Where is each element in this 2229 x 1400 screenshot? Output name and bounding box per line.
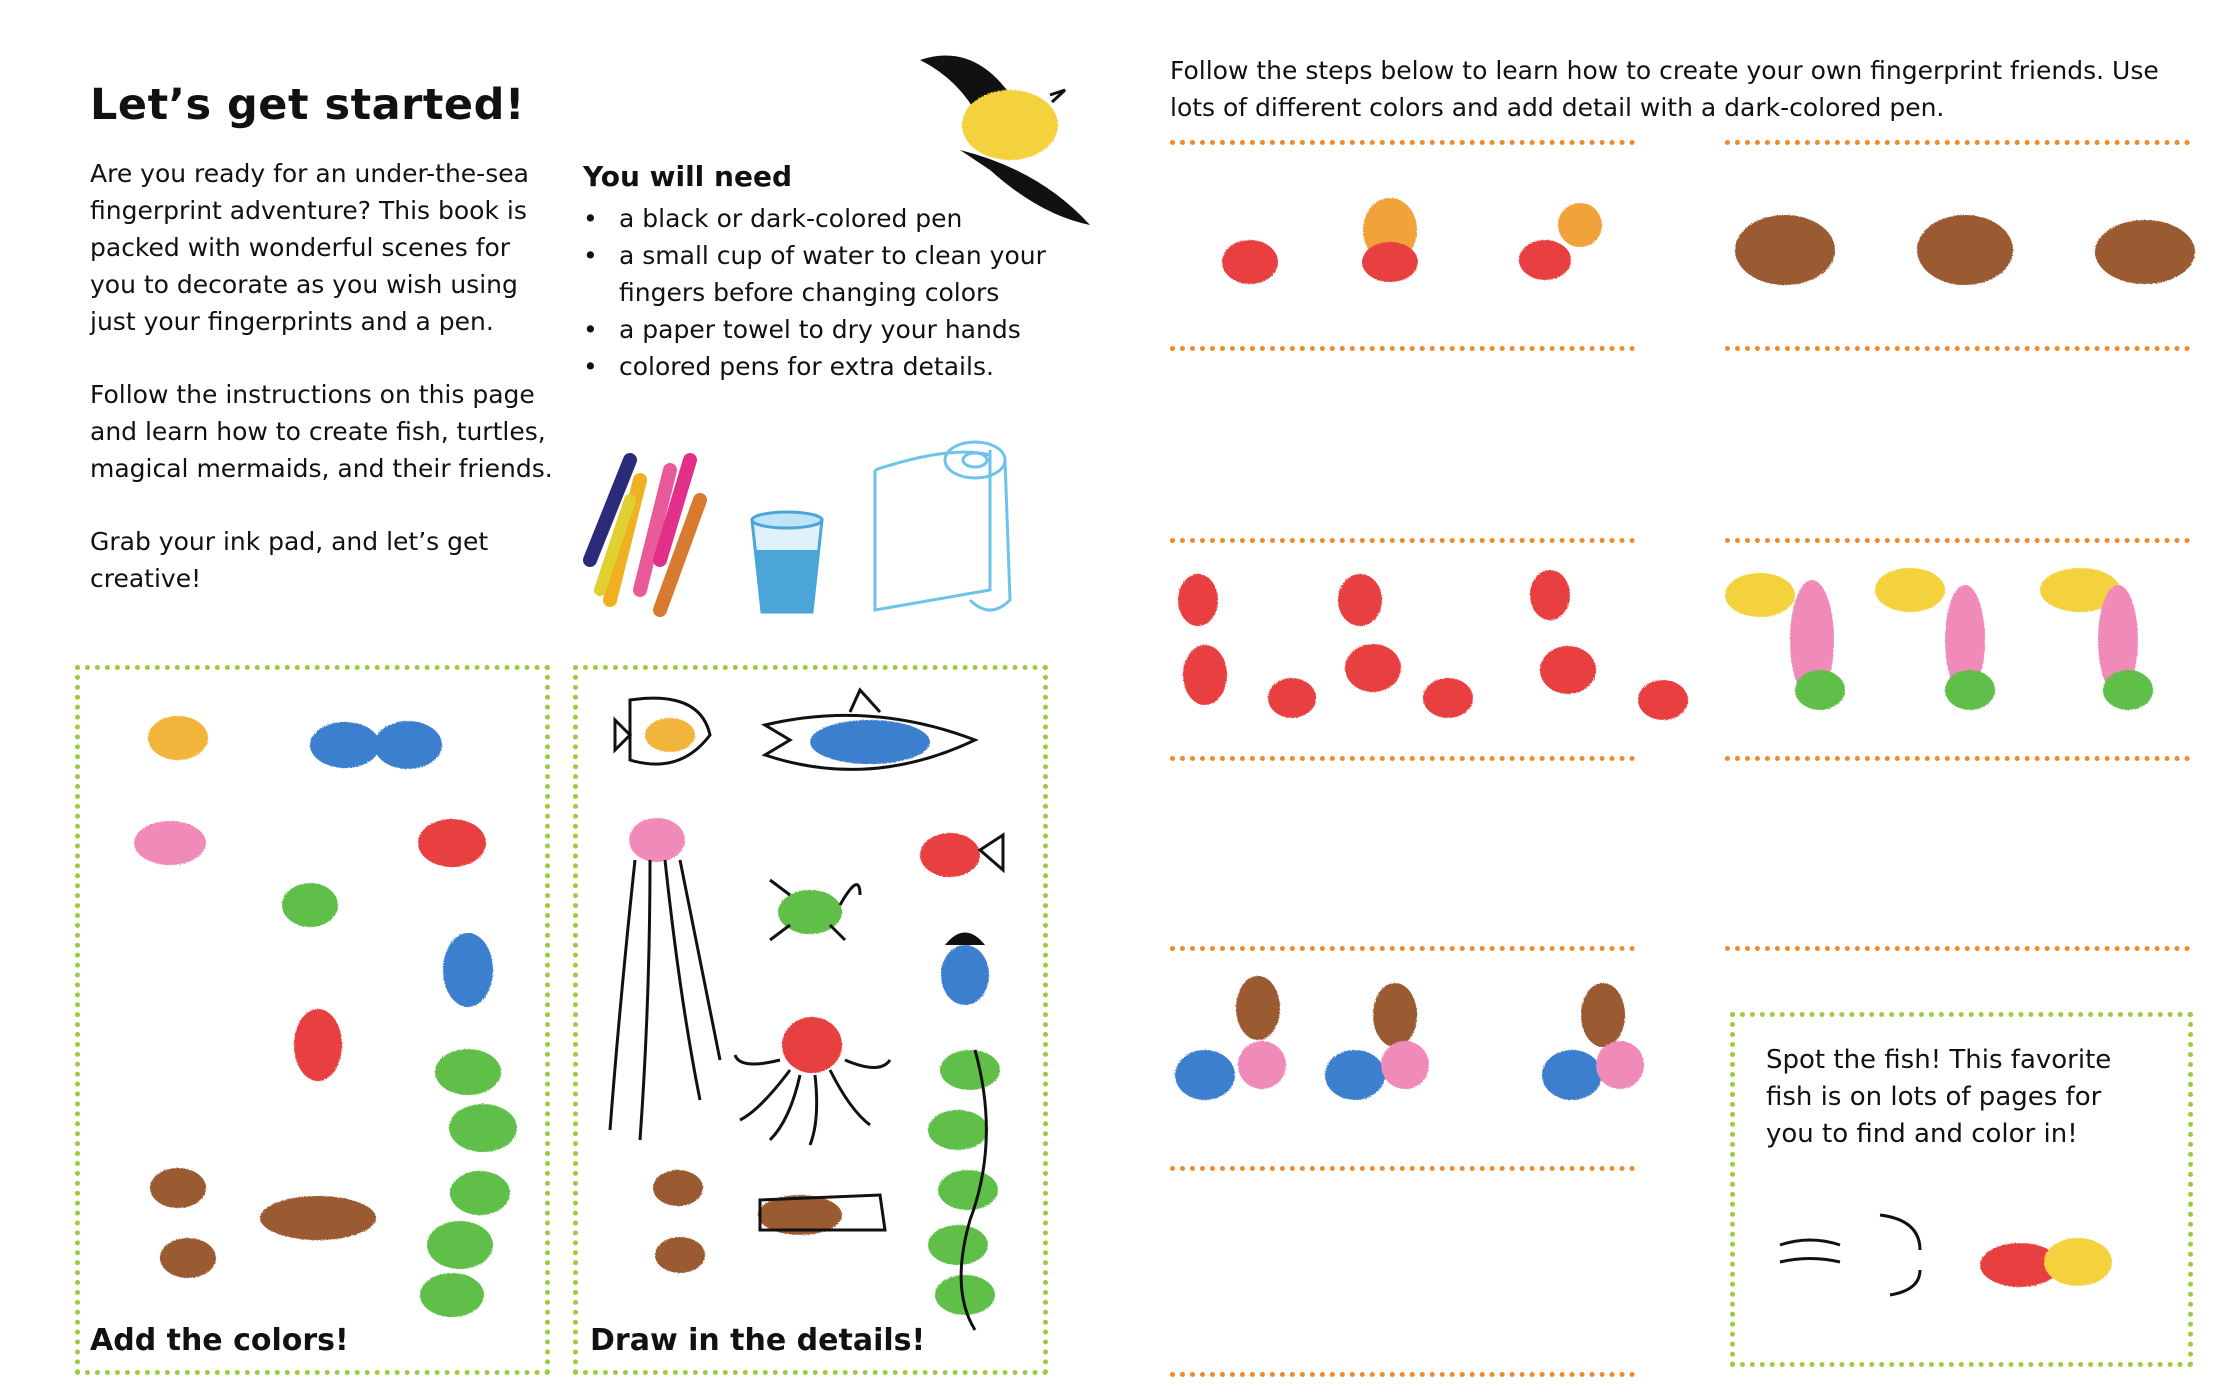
- paper-towel-icon: [875, 442, 1010, 610]
- list-item: • colored pens for extra details.: [583, 348, 1053, 385]
- step-divider: [1170, 946, 1635, 951]
- step-divider: [1170, 140, 1635, 145]
- list-item: • a black or dark-colored pen: [583, 200, 1053, 237]
- step-divider: [1725, 346, 2190, 351]
- add-colors-box: [75, 665, 550, 1375]
- step-divider: [1725, 946, 2190, 951]
- steps-intro-text: Follow the steps below to learn how to create your own fingerprint friends. Use lots of different colors and add detail with a dark-colored pen.: [1170, 56, 2159, 122]
- page-title: Let’s get started!: [90, 80, 525, 130]
- intro-paragraph: Follow the instructions on this page and learn how to create fish, turtles, magical mermaids, and their friends.: [90, 380, 553, 483]
- crayons-icon: [590, 460, 700, 610]
- hermit-crab-icon: [1519, 203, 1602, 280]
- step-divider: [1725, 756, 2190, 761]
- intro-text: [90, 155, 560, 633]
- step-divider: [1725, 140, 2190, 145]
- water-cup-icon: [752, 512, 822, 612]
- draw-details-label: Draw in the details!: [590, 1323, 926, 1358]
- step-divider: [1170, 1166, 1635, 1171]
- add-colors-label: Add the colors!: [90, 1323, 349, 1358]
- step-divider: [1170, 1372, 1635, 1377]
- diver-icon: [1175, 976, 1644, 1100]
- step-divider: [1170, 538, 1635, 543]
- you-will-need-heading: You will need: [583, 160, 792, 193]
- mermaid-icon: [1725, 568, 2153, 710]
- list-item: • a paper towel to dry your hands: [583, 311, 1053, 348]
- you-will-need-list: [583, 200, 1053, 385]
- intro-paragraph: Are you ready for an under-the-sea fingerprint adventure? This book is packed with wonderful scenes for you to decorate as you wish using just your fingerprints and a pen.: [90, 159, 529, 336]
- intro-paragraph: Grab your ink pad, and let’s get creative!: [90, 527, 489, 593]
- crab-icon: [1338, 570, 1688, 720]
- step-divider: [1725, 538, 2190, 543]
- list-item: • a small cup of water to clean your fingers before changing colors: [583, 237, 1053, 311]
- step-divider: [1170, 756, 1635, 761]
- walrus-icon: [1735, 215, 2195, 285]
- step-divider: [1170, 346, 1635, 351]
- spot-fish-text: Spot the fish! This favorite fish is on lots of pages for you to find and color in!: [1766, 1045, 2112, 1149]
- draw-details-box: [573, 665, 1048, 1375]
